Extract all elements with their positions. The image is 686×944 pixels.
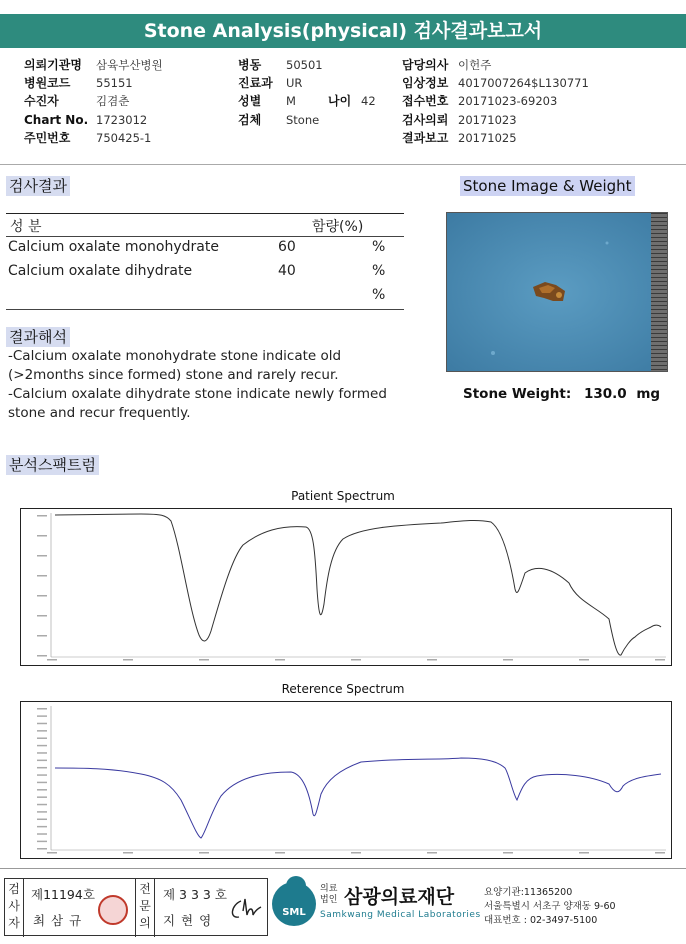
report-title: Stone Analysis(physical) 검사결과보고서 <box>0 14 686 48</box>
y-tick <box>37 774 47 776</box>
x-tick <box>427 852 437 854</box>
signature-icon <box>227 897 263 925</box>
info-value: 삼육부산병원 <box>96 58 163 72</box>
y-tick <box>37 515 47 517</box>
y-tick <box>37 841 47 843</box>
y-tick <box>37 796 47 798</box>
table-row <box>6 261 404 285</box>
examiner-number: 제11194호 <box>31 887 95 902</box>
y-tick <box>37 615 47 617</box>
signature-box <box>4 878 268 936</box>
y-tick <box>37 782 47 784</box>
info-row <box>0 56 686 74</box>
weight-label: Stone Weight: <box>463 386 572 402</box>
component-unit: % <box>372 287 386 303</box>
y-tick <box>37 715 47 717</box>
y-tick <box>37 848 47 850</box>
lab-address: 서울특별시 서초구 양재동 9-60 <box>484 901 616 912</box>
y-tick <box>37 745 47 747</box>
y-tick <box>37 635 47 637</box>
info-label: 진료과 <box>238 76 273 90</box>
stone-photo-art <box>447 213 667 371</box>
lab-prefix-top: 의료 <box>320 884 338 894</box>
info-label: 임상정보 <box>402 76 449 90</box>
interpretation-line: -Calcium oxalate dihydrate stone indicate newly formed <box>8 386 387 402</box>
x-tick <box>123 852 133 854</box>
component-name: Calcium oxalate monohydrate <box>8 239 219 255</box>
lab-logo-icon: SML <box>272 882 316 926</box>
reference-spectrum-title: Reterence Spectrum <box>281 682 405 696</box>
info-label: 검체 <box>238 113 262 127</box>
info-value: 20171025 <box>458 131 517 145</box>
info-value: 김겸춘 <box>96 94 130 108</box>
y-tick <box>37 804 47 806</box>
info-row <box>0 92 686 110</box>
info-row <box>0 111 686 129</box>
info-label: 결과보고 <box>402 131 449 145</box>
info-value: M <box>286 94 296 108</box>
reference-spectrum-line <box>55 758 661 838</box>
y-tick <box>37 535 47 537</box>
interpretation-line: (>2months since formed) stone and rarely recur. <box>8 367 339 383</box>
info-value: 750425-1 <box>96 131 152 145</box>
y-tick <box>37 833 47 835</box>
x-tick <box>579 659 589 661</box>
x-tick <box>655 659 665 661</box>
info-value: 55151 <box>96 76 133 90</box>
component-unit: % <box>372 263 386 279</box>
y-tick <box>37 708 47 710</box>
y-tick <box>37 737 47 739</box>
component-value: 40 <box>278 263 296 279</box>
info-label: 성별 <box>238 94 262 108</box>
x-tick <box>655 852 665 854</box>
y-tick <box>37 819 47 821</box>
x-tick <box>123 659 133 661</box>
reviewer-name: 지 현 영 <box>163 913 213 928</box>
info-value: 이헌주 <box>458 58 492 72</box>
x-tick <box>579 852 589 854</box>
x-tick <box>199 659 209 661</box>
interpretation-line: stone and recur frequently. <box>8 405 191 421</box>
patient-spectrum-svg <box>21 509 671 665</box>
y-tick <box>37 752 47 754</box>
column-header-component: 성 분 <box>10 219 42 235</box>
reviewer-label: 전문의 <box>135 879 155 937</box>
y-tick <box>37 811 47 813</box>
info-row <box>0 129 686 147</box>
stone-section-title: Stone Image & Weight <box>460 176 635 196</box>
x-tick <box>47 659 57 661</box>
y-tick <box>37 555 47 557</box>
age-label: 나이 <box>328 94 352 108</box>
reference-spectrum-plot <box>20 701 672 859</box>
x-tick <box>199 852 209 854</box>
component-unit: % <box>372 239 386 255</box>
info-label: 병원코드 <box>24 76 71 90</box>
lab-name: 삼광의료재단 <box>344 886 455 908</box>
info-value: 1723012 <box>96 113 148 127</box>
examiner-name: 최 삼 규 <box>33 913 83 928</box>
lab-prefix-bottom: 법인 <box>320 895 338 905</box>
info-value: 4017007264$L130771 <box>458 76 589 90</box>
divider <box>0 868 686 869</box>
age-value: 42 <box>361 94 376 108</box>
component-value: 60 <box>278 239 296 255</box>
info-value: 20171023-69203 <box>458 94 558 108</box>
x-tick <box>275 852 285 854</box>
report-footer <box>0 874 686 938</box>
y-tick <box>37 789 47 791</box>
examiner-label: 검사자 <box>5 879 24 937</box>
info-label: 담당의사 <box>402 58 449 72</box>
y-tick <box>37 760 47 762</box>
divider <box>0 164 686 165</box>
info-value: 20171023 <box>458 113 517 127</box>
table-row <box>6 237 404 261</box>
lab-name-english: Samkwang Medical Laboratories <box>320 910 481 920</box>
info-row <box>0 74 686 92</box>
y-tick <box>37 767 47 769</box>
lab-code: 요양기관:11365200 <box>484 887 573 898</box>
info-label: 의뢰기관명 <box>24 58 82 72</box>
y-tick <box>37 730 47 732</box>
info-label: 검사의뢰 <box>402 113 449 127</box>
reviewer-number: 제 3 3 3 호 <box>163 887 227 902</box>
weight-value: 130.0 <box>583 386 627 402</box>
patient-spectrum-plot <box>20 508 672 666</box>
weight-unit: mg <box>636 386 661 402</box>
y-tick <box>37 723 47 725</box>
x-tick <box>351 852 361 854</box>
info-value: 50501 <box>286 58 323 72</box>
x-tick <box>351 659 361 661</box>
info-label: 접수번호 <box>402 94 449 108</box>
y-tick <box>37 575 47 577</box>
lab-phone: 대표번호 : 02-3497-5100 <box>484 915 598 926</box>
y-tick <box>37 826 47 828</box>
x-tick <box>427 659 437 661</box>
x-tick <box>47 852 57 854</box>
info-value: UR <box>286 76 303 90</box>
composition-table <box>6 213 404 310</box>
y-tick <box>37 595 47 597</box>
x-tick <box>503 852 513 854</box>
patient-info <box>0 56 686 152</box>
result-section-title: 검사결과 <box>6 176 70 196</box>
info-label: Chart No. <box>24 113 89 127</box>
x-tick <box>503 659 513 661</box>
x-tick <box>275 659 285 661</box>
patient-spectrum-title: Patient Spectrum <box>291 489 395 503</box>
reference-spectrum-svg <box>21 702 671 858</box>
spectrum-section-title: 분석스팩트럼 <box>6 455 99 475</box>
info-label: 주민번호 <box>24 131 71 145</box>
y-tick <box>37 655 47 657</box>
info-label: 수진자 <box>24 94 59 108</box>
table-header <box>6 213 404 237</box>
interpretation-section-title: 결과해석 <box>6 327 70 347</box>
component-name: Calcium oxalate dihydrate <box>8 263 193 279</box>
column-header-amount: 함량(%) <box>312 219 364 235</box>
patient-spectrum-line <box>55 514 661 655</box>
info-label: 병동 <box>238 58 262 72</box>
interpretation-line: -Calcium oxalate monohydrate stone indicate old <box>8 348 342 364</box>
table-row <box>6 285 404 310</box>
seal-stamp-icon <box>98 895 128 925</box>
stone-photo <box>446 212 668 372</box>
info-value: Stone <box>286 113 320 127</box>
ruler-scale <box>651 213 667 371</box>
interpretation-text <box>8 347 408 423</box>
stone-weight <box>463 386 660 402</box>
